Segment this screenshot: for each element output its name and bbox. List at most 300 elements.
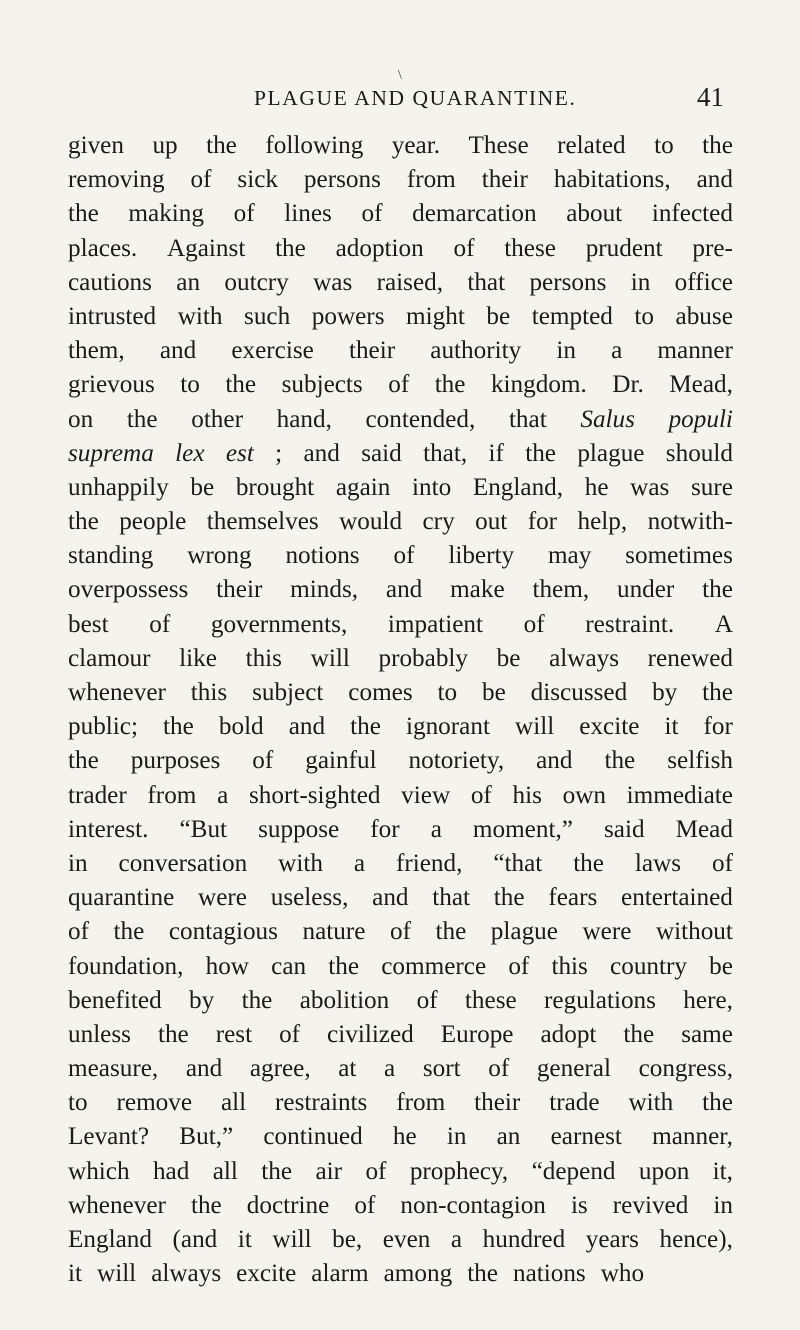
word: and <box>536 747 573 775</box>
text-line <box>68 744 733 778</box>
word: the <box>126 405 158 433</box>
word: for <box>703 713 733 741</box>
word: Against <box>166 234 246 262</box>
word: impatient <box>387 610 484 638</box>
word: outcry <box>224 268 289 296</box>
word: be <box>709 952 733 980</box>
word: liberty <box>448 542 515 570</box>
word: Mead <box>675 815 733 843</box>
word: sort <box>422 1055 461 1083</box>
word: will <box>272 1226 312 1253</box>
word: from <box>396 1089 446 1117</box>
word: nations <box>512 1260 586 1288</box>
word: moment,” <box>472 815 573 843</box>
word: revived <box>612 1191 689 1219</box>
word: governments, <box>210 610 348 638</box>
word: lex <box>175 439 205 467</box>
running-head <box>0 82 800 118</box>
text-line <box>68 1086 733 1120</box>
word: England <box>68 1226 152 1253</box>
word: the <box>241 986 273 1014</box>
word: these <box>464 986 517 1014</box>
word: the <box>190 1191 222 1219</box>
text-line <box>68 676 733 710</box>
word: contended, <box>365 405 476 433</box>
word: “depend <box>531 1157 616 1185</box>
word: sure <box>690 473 733 501</box>
word: clamour <box>68 644 151 672</box>
word: that <box>467 268 506 296</box>
word: the <box>275 234 306 262</box>
word: public; <box>68 713 138 741</box>
word: general <box>536 1055 611 1083</box>
text-line <box>68 1120 733 1154</box>
word: wrong <box>187 542 252 570</box>
word: trader <box>68 781 127 809</box>
word: habitations, <box>553 166 671 194</box>
word: with <box>628 1089 674 1117</box>
word: the <box>434 371 466 399</box>
word: useless, <box>270 884 349 912</box>
word: this <box>245 644 282 672</box>
text-line <box>68 505 733 539</box>
word: a <box>611 337 623 365</box>
word: to <box>634 302 654 330</box>
word: of <box>393 542 415 570</box>
word: it <box>237 1226 252 1253</box>
word: quarantine <box>68 884 175 912</box>
word: of <box>354 1191 376 1219</box>
word: and <box>372 884 409 912</box>
word: unless <box>68 1020 131 1048</box>
text-line <box>68 813 733 847</box>
word: said <box>361 439 402 467</box>
word: notions <box>285 542 360 570</box>
word: probably <box>378 644 469 672</box>
word: plague <box>577 439 645 467</box>
word: with <box>278 849 323 877</box>
text-line <box>68 266 733 300</box>
word: lines <box>284 200 332 228</box>
word: “But <box>179 815 228 843</box>
word: of <box>233 200 255 228</box>
word: his <box>512 781 542 809</box>
word: sometimes <box>625 542 733 570</box>
word: be <box>486 302 511 330</box>
word: in <box>68 849 88 877</box>
text-line <box>68 1223 733 1257</box>
word: of <box>149 610 171 638</box>
word: by <box>652 679 678 706</box>
word: plague <box>490 918 558 946</box>
word: in <box>630 268 651 296</box>
word: persons <box>303 166 381 194</box>
word: subject <box>252 679 324 706</box>
word: will <box>515 713 555 741</box>
word: year. <box>391 132 441 159</box>
word: hence), <box>659 1226 733 1253</box>
word: of <box>453 234 475 262</box>
word: Levant? <box>68 1123 150 1151</box>
word: (and <box>172 1226 218 1253</box>
word: Mead, <box>669 371 733 399</box>
word: “that <box>493 849 543 877</box>
word: at <box>338 1055 357 1083</box>
word: it, <box>712 1157 733 1185</box>
word: from <box>406 166 456 194</box>
word: the <box>604 747 636 775</box>
word: years <box>585 1226 639 1253</box>
word: interest. <box>68 815 149 843</box>
word: manner <box>657 337 733 365</box>
word: up <box>152 132 178 159</box>
word: foundation, <box>68 952 184 980</box>
word: grievous <box>68 371 155 399</box>
word: may <box>547 542 592 570</box>
word: places. <box>68 234 138 262</box>
word: their <box>474 1089 521 1117</box>
word: in <box>713 1191 733 1219</box>
word: gainful <box>305 747 377 775</box>
word: trade <box>549 1089 600 1117</box>
word: even <box>382 1226 431 1253</box>
word: was <box>630 473 670 501</box>
text-line <box>68 471 733 505</box>
word: always <box>151 1260 222 1288</box>
text-line <box>68 539 733 573</box>
word: always <box>549 644 620 672</box>
word: upon <box>638 1157 690 1185</box>
word: the <box>68 508 99 536</box>
text-line <box>68 915 733 949</box>
word: overpossess <box>68 576 189 604</box>
word: like <box>179 644 217 672</box>
word: it <box>664 713 679 741</box>
word: England, <box>472 473 564 501</box>
word: of <box>508 952 530 980</box>
word: the <box>328 952 360 980</box>
word: be <box>496 644 521 672</box>
page-number: 41 <box>697 82 724 112</box>
word: civilized <box>327 1020 414 1048</box>
word: removing <box>68 166 165 194</box>
word: of <box>252 747 274 775</box>
word: manner, <box>652 1123 733 1151</box>
word: of <box>389 918 411 946</box>
word: help, <box>577 508 628 536</box>
word: of <box>488 1055 510 1083</box>
text-line <box>68 368 733 402</box>
text-line <box>68 300 733 334</box>
word: nature <box>302 918 366 946</box>
word: adopt <box>540 1020 597 1048</box>
word: suppose <box>258 815 340 843</box>
word: should <box>665 439 733 467</box>
word: the <box>68 747 99 775</box>
word: cry <box>422 508 455 536</box>
word: intrusted <box>68 302 157 330</box>
word: friend, <box>395 849 463 877</box>
word: their <box>348 337 396 365</box>
word: hundred <box>482 1226 566 1253</box>
word: alarm <box>311 1260 369 1288</box>
word: doctrine <box>246 1191 330 1219</box>
word: These <box>468 132 529 159</box>
text-line <box>68 710 733 744</box>
word: who <box>600 1260 645 1288</box>
word: were <box>582 918 632 946</box>
word: will <box>97 1260 137 1288</box>
word: the <box>163 713 194 741</box>
word: from <box>147 781 197 809</box>
word: following <box>265 132 364 159</box>
word: is <box>570 1191 588 1219</box>
word: same <box>681 1020 733 1048</box>
word: to <box>654 132 674 159</box>
word: themselves <box>206 508 319 536</box>
word: these <box>504 234 556 262</box>
word: restraints <box>275 1089 368 1117</box>
word: hand, <box>276 405 332 433</box>
word: in <box>556 337 576 365</box>
text-line <box>68 881 733 915</box>
word: populi <box>668 405 733 433</box>
word: office <box>674 268 733 296</box>
word: of <box>470 781 492 809</box>
word: would <box>339 508 403 536</box>
word: excite <box>236 1260 297 1288</box>
word: congress, <box>638 1055 733 1083</box>
text-line <box>68 984 733 1018</box>
word: a <box>430 815 442 843</box>
word: of <box>361 200 383 228</box>
word: of <box>365 1157 387 1185</box>
word: for <box>527 508 558 536</box>
word: non-contagion <box>400 1191 546 1219</box>
word: all <box>212 1157 238 1185</box>
text-line <box>68 232 733 266</box>
stray-mark: \ <box>398 68 402 83</box>
word: might <box>406 302 465 330</box>
word: of <box>279 1020 301 1048</box>
text-line <box>68 1052 733 1086</box>
word: infected <box>651 200 733 228</box>
text-line <box>68 1018 733 1052</box>
word: them, <box>532 576 590 604</box>
word: and <box>159 337 197 365</box>
word: commerce <box>381 952 487 980</box>
word: conversation <box>118 849 248 877</box>
word: in <box>446 1123 467 1151</box>
word: given <box>68 132 124 159</box>
word: out <box>475 508 508 536</box>
word: their <box>216 576 263 604</box>
word: selfish <box>667 747 733 775</box>
word: and <box>288 713 326 741</box>
word: exercise <box>231 337 314 365</box>
word: such <box>244 302 291 330</box>
word: with <box>177 302 223 330</box>
text-line <box>68 334 733 368</box>
text-line <box>68 403 733 437</box>
word: the <box>525 439 556 467</box>
word: how <box>205 952 249 980</box>
word: the <box>261 1157 293 1185</box>
word: making <box>128 200 204 228</box>
word: he <box>584 473 609 501</box>
word: the <box>206 132 237 159</box>
word: into <box>412 473 452 501</box>
word: the <box>702 576 733 604</box>
word: this <box>551 952 588 980</box>
text-line <box>68 163 733 197</box>
word: of <box>388 371 410 399</box>
word: own <box>562 781 606 809</box>
word: can <box>271 952 307 980</box>
word: to <box>437 679 458 706</box>
word: an <box>496 1123 521 1151</box>
word: short-sighted <box>248 781 381 809</box>
word: them, <box>68 337 125 365</box>
word: powers <box>311 302 385 330</box>
word: raised, <box>376 268 444 296</box>
word: this <box>190 679 228 706</box>
word: minds, <box>290 576 359 604</box>
word: be <box>190 473 215 501</box>
word: the <box>702 679 733 706</box>
word: ; <box>275 439 283 467</box>
word: again <box>335 473 391 501</box>
word: standing <box>68 542 154 570</box>
word: country <box>610 952 687 980</box>
word: comes <box>348 679 413 706</box>
word: and <box>185 1055 223 1083</box>
text-line <box>68 437 733 471</box>
word: prophecy, <box>409 1157 509 1185</box>
word: and <box>696 166 733 194</box>
text-line <box>68 1257 733 1291</box>
word: whenever <box>68 679 166 706</box>
word: Dr. <box>612 371 644 399</box>
word: whenever <box>68 1191 166 1219</box>
word: that, <box>423 439 468 467</box>
word: agree, <box>249 1055 311 1083</box>
word: the <box>157 1020 189 1048</box>
word: and <box>303 439 340 467</box>
word: A <box>714 610 733 638</box>
word: will <box>310 644 350 672</box>
word: without <box>655 918 733 946</box>
text-line <box>68 197 733 231</box>
word: Europe <box>440 1020 514 1048</box>
word: bold <box>218 713 264 741</box>
word: subjects <box>281 371 363 399</box>
text-line <box>68 642 733 676</box>
word: renewed <box>647 644 733 672</box>
word: of <box>711 849 733 877</box>
word: related <box>557 132 626 159</box>
word: air <box>315 1157 343 1185</box>
word: to <box>180 371 200 399</box>
word: suprema <box>68 439 154 467</box>
word: he <box>392 1123 417 1151</box>
word: remove <box>116 1089 193 1117</box>
word: measure, <box>68 1055 159 1083</box>
word: by <box>189 986 215 1014</box>
word: Salus <box>580 405 635 433</box>
word: But,” <box>179 1123 234 1151</box>
word: be <box>482 679 506 706</box>
word: an <box>176 268 201 296</box>
word: said <box>603 815 645 843</box>
word: persons <box>529 268 607 296</box>
word: prudent <box>585 234 663 262</box>
word: other <box>191 405 243 433</box>
word: about <box>566 200 623 228</box>
text-line <box>68 779 733 813</box>
word: people <box>119 508 187 536</box>
running-title: PLAGUE AND QUARANTINE. <box>254 86 577 110</box>
body-text <box>68 129 733 1291</box>
word: to <box>68 1089 88 1117</box>
word: continued <box>263 1123 363 1151</box>
word: the <box>493 884 525 912</box>
word: authority <box>430 337 522 365</box>
word: of <box>68 918 89 946</box>
word: the <box>467 1260 498 1288</box>
word: the <box>113 918 145 946</box>
word: laws <box>634 849 682 877</box>
word: of <box>416 986 438 1014</box>
word: their <box>481 166 528 194</box>
word: was <box>313 268 353 296</box>
word: fears <box>548 884 598 912</box>
word: sick <box>237 166 278 194</box>
word: a <box>450 1226 463 1253</box>
word: which <box>68 1157 130 1185</box>
word: excite <box>579 713 640 741</box>
word: if <box>488 439 504 467</box>
word: the <box>702 1089 733 1117</box>
word: purposes <box>130 747 221 775</box>
word: benefited <box>68 986 162 1014</box>
word: the <box>702 132 733 159</box>
text-line <box>68 950 733 984</box>
word: brought <box>235 473 315 501</box>
word: a <box>217 781 229 809</box>
word: pre- <box>692 234 733 262</box>
word: notoriety, <box>408 747 505 775</box>
word: rest <box>215 1020 253 1048</box>
word: entertained <box>621 884 733 912</box>
text-line <box>68 129 733 163</box>
word: adoption <box>335 234 424 262</box>
word: the <box>350 713 381 741</box>
word: under <box>616 576 675 604</box>
word: here, <box>683 986 733 1014</box>
word: kingdom. <box>490 371 587 399</box>
text-line <box>68 1189 733 1223</box>
word: cautions <box>68 268 152 296</box>
word: notwith- <box>647 508 733 536</box>
word: unhappily <box>68 473 169 501</box>
text-line <box>68 1155 733 1189</box>
word: on <box>68 405 94 433</box>
word: for <box>370 815 400 843</box>
word: all <box>220 1089 247 1117</box>
word: among <box>383 1260 453 1288</box>
word: abolition <box>299 986 390 1014</box>
